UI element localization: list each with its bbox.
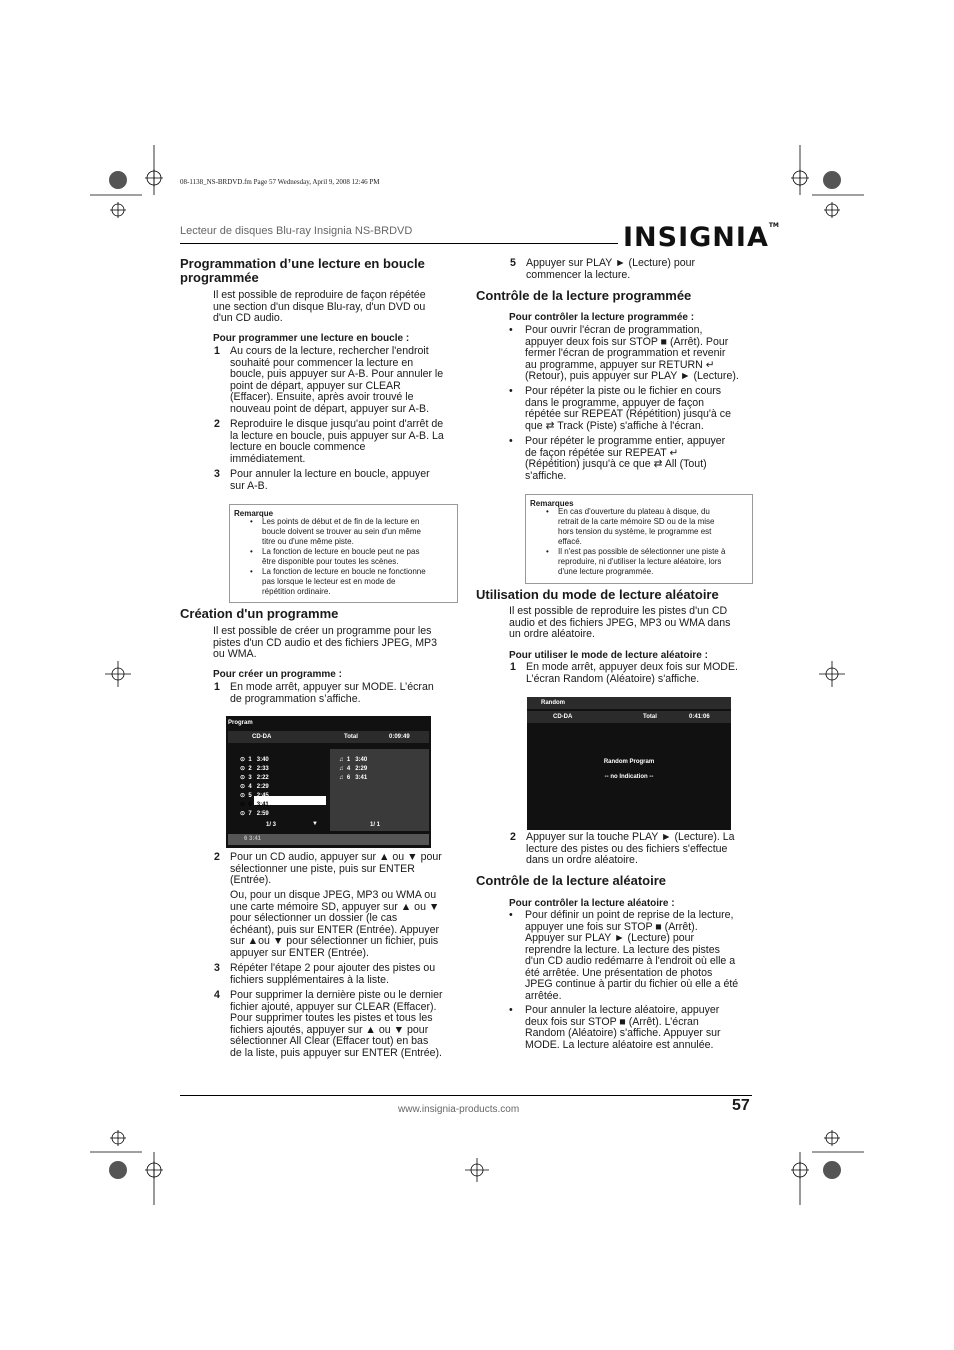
random-subheading: Pour utiliser le mode de lecture aléatoire :	[509, 650, 708, 661]
loop-step-3: 3 Pour annuler la lecture en boucle, appuyer sur A-B.	[214, 468, 430, 492]
insignia-logo	[623, 222, 779, 253]
program-subheading: Pour créer un programme :	[213, 669, 342, 680]
program-step-3: 3 Répéter l'étape 2 pour ajouter des pistes ou fichiers supplémentaires à la liste.	[214, 962, 436, 986]
random-screen	[527, 697, 731, 830]
program-track-list	[339, 756, 429, 783]
logo-tm: TM	[768, 222, 779, 229]
track-row: ⊙ 5 2:45	[240, 793, 269, 799]
section-title-program-control: Contrôle de la lecture programmée	[476, 288, 692, 303]
track-row: ⊙ 6 3:41	[240, 802, 269, 808]
section-title-program: Création d'un programme	[180, 606, 339, 621]
track-row: ⊙ 1 3:40	[240, 757, 269, 763]
screen-footer-text: 6 3:41	[244, 836, 262, 842]
screen-mode: CD-DA	[553, 714, 573, 720]
track-list	[240, 756, 330, 819]
section-title-loop: Programmation d’une lecture en boucle programmée	[180, 256, 425, 285]
screen-total-label: Total	[643, 714, 657, 720]
program-step-1: 1 En mode arrêt, appuyer sur MODE. L’écran de programmation s’affiche.	[214, 681, 434, 705]
loop-step-1: 1 Au cours de la lecture, rechercher l'endroit souhaité pour commencer la lecture en boucle, puis appuyer sur A-B. Pour annuler le point de départ, appuyer sur CLEAR (Effacer). Ensuite, après avoir trouvé le nouveau point de départ, appuyer sur A-B.	[214, 345, 444, 415]
screen-total: 0:41:06	[689, 714, 710, 720]
track-row: ⊙ 4 2:29	[240, 784, 269, 790]
program-track-row: ♫ 6 3:41	[339, 775, 368, 781]
right-page-indicator: 1/ 1	[370, 822, 381, 828]
program-note-box: Remarques • En cas d'ouverture du plateau à disque, du retrait de la carte mémoire SD ou de la mise hors tension du système, le programme est effacé. • Il n'est pas possible de sélectionner une piste à reproduire, ni d'utiliser la lecture aléatoire, lors d'une lecture programmée.	[525, 494, 753, 584]
file-slug: 08-1138_NS-BRDVD.fm Page 57 Wednesday, April 9, 2008 12:46 PM	[180, 178, 380, 186]
track-row: ⊙ 2 2:33	[240, 766, 269, 772]
down-arrow-icon: ▼	[312, 821, 318, 827]
loop-note-box: Remarque • Les points de début et de fin de la lecture en boucle doivent se trouver au sein d'un même titre ou d'une même piste. • La fonction de lecture en boucle peut ne pas être disponible pour toutes les scènes. • La fonction de lecture en boucle ne fonctionne pas lorsque le lecteur est en mode de répétition ordinaire.	[229, 504, 458, 603]
program-intro: Il est possible de créer un programme pour les pistes d'un CD audio et des fichiers JPEG, MP3 ou WMA.	[213, 625, 438, 660]
random-step-1: 1 En mode arrêt, appuyer deux fois sur MODE. L’écran Random (Aléatoire) s'affiche.	[510, 661, 738, 685]
screen-title: Program	[228, 720, 253, 726]
program-control-bullet: • Pour répéter la piste ou le fichier en cours dans le programme, appuyer de façon répétée sur REPEAT (Répétition) jusqu'à ce que ⇄ Track (Piste) s'affiche à l'écran.	[509, 385, 731, 432]
loop-step-2: 2 Reproduire le disque jusqu'au point d'arrêt de la lecture en boucle, puis appuyer sur A-B. La lecture en boucle commence immédiatement.	[214, 418, 444, 465]
program-control-bullet: • Pour ouvrir l'écran de programmation, appuyer deux fois sur STOP ■ (Arrêt). Pour fermer l'écran de programmation et revenir au programme, appuyer sur RETURN ↵ (Retour), puis appuyer sur PLAY ► (Lecture).	[509, 324, 739, 382]
random-control-bullet: • Pour annuler la lecture aléatoire, appuyer deux fois sur STOP ■ (Arrêt). L’écran Random (Aléatoire) s'affiche. Appuyer sur MODE. La lecture aléatoire est annulée.	[509, 1004, 721, 1051]
logo-text: INSIGNIA	[623, 222, 769, 253]
program-track-row: ♫ 4 2:29	[339, 766, 368, 772]
running-title: Lecteur de disques Blu-ray Insignia NS-BRDVD	[180, 225, 413, 237]
section-title-random: Utilisation du mode de lecture aléatoire	[476, 587, 719, 602]
program-step-5: 5 Appuyer sur PLAY ► (Lecture) pour commencer la lecture.	[510, 257, 696, 281]
footer-rule	[180, 1095, 752, 1096]
program-track-row: ♫ 1 3:40	[339, 757, 368, 763]
program-control-subheading: Pour contrôler la lecture programmée :	[509, 312, 695, 323]
screen-total-label: Total	[344, 734, 358, 740]
left-page-indicator: 1/ 3	[266, 822, 277, 828]
program-screen	[226, 716, 431, 848]
header-rule	[180, 243, 618, 244]
footer-url: www.insignia-products.com	[398, 1104, 520, 1115]
program-step-2-alt: Ou, pour un disque JPEG, MP3 ou WMA ou une carte mémoire SD, appuyer sur ▲ ou ▼ pour sélectionner un dossier (le cas échéant), puis sur ENTER (Entrée). Appuyer sur ▲ou ▼ pour sélectionner un fichier, puis appuyer sur ENTER (Entrée).	[230, 889, 440, 959]
random-step-2: 2 Appuyer sur la touche PLAY ► (Lecture). La lecture des pistes ou des fichiers s'effectue dans un ordre aléatoire.	[510, 831, 735, 866]
random-indication: -- no Indication --	[604, 774, 654, 780]
screen-title: Random	[541, 700, 565, 706]
page-number: 57	[732, 1097, 750, 1114]
screen-mode: CD-DA	[252, 734, 272, 740]
program-control-bullet: • Pour répéter le programme entier, appuyer de façon répétée sur REPEAT ↵ (Répétition) jusqu'à ce que ⇄ All (Tout) s'affiche.	[509, 435, 726, 482]
program-step-4: 4 Pour supprimer la dernière piste ou le dernier fichier ajouté, appuyer sur CLEAR (Effacer). Pour supprimer toutes les pistes et tous les fichiers ajoutés, appuyer sur ▲ ou ▼ pour sélectionner All Clear (Effacer tout) en bas de la liste, puis appuyer sur ENTER (Entrée).	[214, 989, 443, 1059]
program-step-2: 2 Pour un CD audio, appuyer sur ▲ ou ▼ pour sélectionner une piste, puis sur ENTER (Entrée).	[214, 851, 442, 886]
note-title: Remarque	[234, 509, 274, 518]
section-title-random-control: Contrôle de la lecture aléatoire	[476, 873, 667, 888]
loop-subheading: Pour programmer une lecture en boucle :	[213, 333, 410, 344]
random-control-subheading: Pour contrôler la lecture aléatoire :	[509, 898, 675, 909]
loop-intro: Il est possible de reproduire de façon répétée une section d'un disque Blu-ray, d'un DVD ou d'un CD audio.	[213, 289, 426, 324]
random-control-bullet: • Pour définir un point de reprise de la lecture, appuyer une fois sur STOP ■ (Arrêt). Appuyer sur PLAY ► (Lecture) pour reprendre la lecture. La lecture des pistes d'un CD audio redémarre à l'endroit où elle a été arrêtée. Une présentation de photos JPEG continue à partir du fichier où elle a été arrêtée.	[509, 909, 739, 1002]
random-intro: Il est possible de reproduire les pistes d'un CD audio et des fichiers JPEG, MP3 ou WMA dans un ordre aléatoire.	[509, 605, 731, 640]
random-program-label: Random Program	[603, 759, 655, 765]
screen-total: 0:09:49	[389, 734, 410, 740]
note-title: Remarques	[530, 499, 574, 508]
track-row: ⊙ 7 2:59	[240, 811, 269, 817]
track-row: ⊙ 3 2:22	[240, 775, 269, 781]
